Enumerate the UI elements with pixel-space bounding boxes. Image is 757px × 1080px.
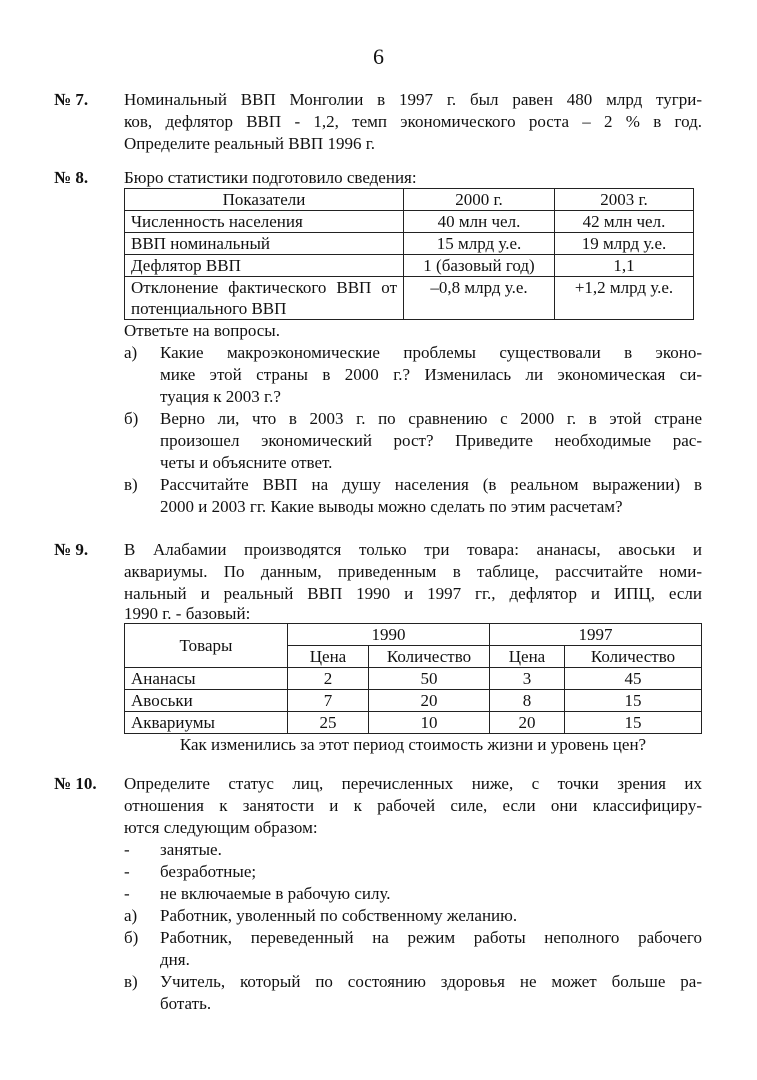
text-line: Определите статус лиц, перечисленных ниже, с точки зрения их [124,774,702,793]
text-line: отношения к занятости и к рабочей силе, если они классифициру- [124,796,702,815]
question-marker: б) [124,928,139,947]
text-line: не включаемые в рабочую силу. [160,884,391,903]
table-cell: 19 млрд у.е. [555,233,694,255]
text-line: ков, дефлятор ВВП - 1,2, темп экономического роста – 2 % в год. [124,112,702,131]
table-cell: 1 (базовый год) [404,255,555,277]
table-cell: 15 млрд у.е. [404,233,555,255]
problem-10-number: № 10. [54,774,97,793]
table-cell: 3 [490,668,565,690]
table-header-cell: 2000 г. [404,189,555,211]
table-header-cell: Цена [490,646,565,668]
category-item [124,861,702,883]
table-row [125,233,694,255]
table-cell: 40 млн чел. [404,211,555,233]
question-marker: в) [124,972,138,991]
table-cell: 15 [565,712,702,734]
category-item [124,839,702,861]
table-cell: 7 [288,690,369,712]
question-item [124,971,702,1015]
table-row [125,690,702,712]
text-line: четы и объясните ответ. [160,453,333,472]
text-line: нальный и реальный ВВП 1990 и 1997 гг., дефлятор и ИПЦ, если [124,584,702,603]
table-header-row [125,624,702,646]
text-line: туация к 2003 г.? [160,387,281,406]
table-header-cell: 1990 [288,624,490,646]
category-item [124,883,702,905]
table-cell: 25 [288,712,369,734]
table-cell: Численность населения [125,211,404,233]
question-item [124,927,702,971]
problem-9-number: № 9. [54,540,89,559]
problem-7-text [124,89,702,155]
question-item [124,474,702,518]
text-line: В Алабамии производятся только три товара: ананасы, авоськи и [124,540,702,559]
dash-marker: - [124,862,130,881]
question-item [124,342,702,408]
table-cell: +1,2 млрд у.е. [555,277,694,320]
problem-10-body [124,773,702,1015]
table-cell: 42 млн чел. [555,211,694,233]
dash-marker: - [124,884,130,903]
table-header-cell: Товары [125,624,288,668]
problem-7-number: № 7. [54,90,89,109]
text-line: Определите реальный ВВП 1996 г. [124,134,376,153]
table-cell: Отклонение фактического ВВП от потенциального ВВП [125,277,404,320]
table-row [125,712,702,734]
question-item [124,905,702,927]
problem-8-intro: Бюро статистики подготовило сведения: [124,168,417,187]
question-marker: б) [124,409,139,428]
table-cell: –0,8 млрд у.е. [404,277,555,320]
page-number: 6 [373,44,384,69]
table-cell: Дефлятор ВВП [125,255,404,277]
table-header-cell: Количество [369,646,490,668]
table-cell: 20 [369,690,490,712]
text-line: дня. [160,950,190,969]
table-cell: 15 [565,690,702,712]
table-cell: 10 [369,712,490,734]
text-line: Работник, уволенный по собственному желанию. [160,906,518,925]
table-cell: 50 [369,668,490,690]
text-line: занятые. [160,840,222,859]
table-cell: 8 [490,690,565,712]
table-header-cell: Цена [288,646,369,668]
goods-table [124,623,702,734]
text-line: ботать. [160,994,212,1013]
table-cell: 20 [490,712,565,734]
table-header-row [125,189,694,211]
statistics-table [124,188,694,320]
text-line: Какие макроэкономические проблемы существовали в эконо- [160,343,702,362]
table-cell: 45 [565,668,702,690]
answer-prompt: Ответьте на вопросы. [124,321,280,340]
problem-8-body [124,167,702,518]
table-header-cell: Количество [565,646,702,668]
problem-9-body [124,539,702,756]
question-marker: а) [124,343,138,362]
table-cell: Ананасы [125,668,288,690]
text-line: безработные; [160,862,257,881]
problem-8-number: № 8. [54,168,89,187]
text-line: Верно ли, что в 2003 г. по сравнению с 2000 г. в этой стране [160,409,702,428]
text-line: Номинальный ВВП Монголии в 1997 г. был равен 480 млрд тугри- [124,90,702,109]
dash-marker: - [124,840,130,859]
table-cell: 2 [288,668,369,690]
question-marker: а) [124,906,138,925]
table-header-cell: 1997 [490,624,702,646]
text-line: Работник, переведенный на режим работы неполного рабочего [160,928,702,947]
question-marker: в) [124,475,138,494]
text-line: Учитель, который по состоянию здоровья не может больше ра- [160,972,702,991]
text-line: мике этой страны в 2000 г.? Изменилась ли экономическая си- [160,365,702,384]
text-line: Рассчитайте ВВП на душу населения (в реальном выражении) в [160,475,702,494]
table-row [125,255,694,277]
table-cell: Авоськи [125,690,288,712]
text-line: 2000 и 2003 гг. Какие выводы можно сделать по этим расчетам? [160,497,623,516]
text-line: ются следующим образом: [124,818,318,837]
table-header-cell: 2003 г. [555,189,694,211]
table-cell: ВВП номинальный [125,233,404,255]
table-row [125,277,694,320]
table-row [125,668,702,690]
text-line: 1990 г. - базовый: [124,604,251,623]
table-cell: 1,1 [555,255,694,277]
problem-9-question: Как изменились за этот период стоимость жизни и уровень цен? [179,735,647,754]
table-cell: Аквариумы [125,712,288,734]
table-row [125,211,694,233]
text-line: произошел экономический рост? Приведите необходимые рас- [160,431,702,450]
question-item [124,408,702,474]
text-line: аквариумы. По данным, приведенным в таблице, рассчитайте номи- [124,562,702,581]
table-header-cell: Показатели [125,189,404,211]
